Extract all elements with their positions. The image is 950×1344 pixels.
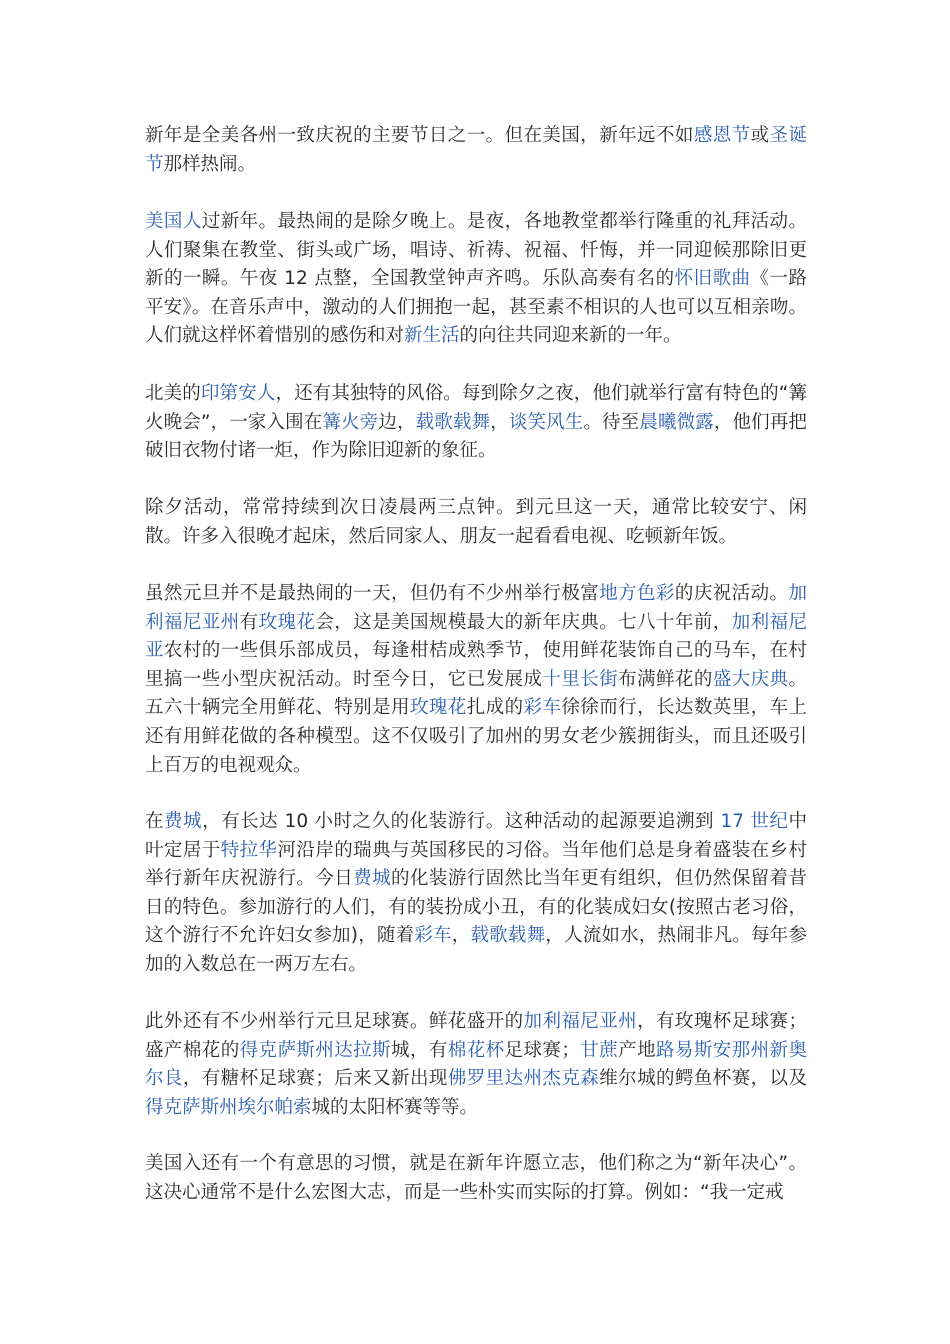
body-text: 北美的 bbox=[145, 383, 201, 404]
paragraph-7 bbox=[145, 1008, 807, 1122]
inline-link[interactable]: 加利福尼亚州 bbox=[145, 583, 807, 633]
body-text: 的庆祝活动。 bbox=[674, 583, 789, 604]
body-text: 新年是全美各州一致庆祝的主要节日之一。但在美国，新年远不如 bbox=[145, 125, 694, 146]
body-text: 此外还有不少州举行元旦足球赛。鲜花盛开的 bbox=[145, 1011, 524, 1032]
body-text: 的化装游行固然比当年更有组织，但仍然保留着昔日的特色。参加游行的人们，有的装扮成小丑，有的化装成妇女(按照古老习俗，这个游行不允许妇女参加)，随着 bbox=[145, 868, 807, 947]
body-text: 虽然元旦并不是最热闹的一天，但仍有不少州举行极富 bbox=[145, 583, 600, 604]
paragraph-3 bbox=[145, 380, 807, 466]
body-text: 边， bbox=[378, 411, 416, 433]
inline-link[interactable]: 圣诞节 bbox=[145, 125, 807, 175]
body-text: ，还有其独特的风俗。每到除夕之夜，他们就举行富有特色的“篝火晚会”，一家入围在 bbox=[145, 383, 807, 433]
body-text: 在 bbox=[145, 811, 165, 832]
inline-link[interactable]: 佛罗里达州杰克森 bbox=[447, 1068, 600, 1090]
body-text: 农村的一些俱乐部成员，每逢柑桔成熟季节，使用鲜花装饰自己的马车，在村里搞一些小型庆祝活动。时至今日，它已发展成 bbox=[145, 640, 807, 690]
inline-link[interactable]: 玫瑰花 bbox=[258, 611, 316, 633]
body-text: 城，有 bbox=[391, 1039, 448, 1061]
inline-link[interactable]: 感恩节 bbox=[693, 125, 751, 146]
inline-link[interactable]: 篝火旁 bbox=[322, 411, 379, 433]
body-text: 。待至 bbox=[583, 411, 640, 433]
body-text: 《一路平安》。在音乐声中，激动的人们拥抱一起，甚至素不相识的人也可以互相亲吻。人们就这样怀着惜别的感伤和对 bbox=[145, 268, 807, 347]
body-text: 城的太阳杯赛等等。 bbox=[311, 1096, 479, 1118]
inline-link[interactable]: 路易斯安那州新奥尔良 bbox=[145, 1039, 807, 1090]
inline-link[interactable]: 得克萨斯州达拉斯 bbox=[239, 1039, 392, 1061]
inline-link[interactable]: 新生活 bbox=[404, 325, 460, 347]
paragraph-5 bbox=[145, 580, 807, 780]
paragraph-4 bbox=[145, 494, 807, 551]
body-text: 那样热闹。 bbox=[163, 153, 257, 175]
inline-link[interactable]: 得克萨斯州埃尔帕索 bbox=[145, 1096, 312, 1118]
body-text: 除夕活动，常常持续到次日凌晨两三点钟。到元旦这一天，通常比较安宁、闲散。许多入很晚才起床，然后同家人、朋友一起看看电视、吃顿新年饭。 bbox=[145, 497, 807, 547]
body-text: 扎成的 bbox=[466, 697, 524, 719]
body-text: 有 bbox=[239, 611, 259, 633]
body-text: ，人流如水，热闹非凡。每年参加的入数总在一两万左右。 bbox=[145, 925, 807, 975]
inline-link[interactable]: 晨曦微露 bbox=[639, 411, 714, 433]
body-text: 足球赛； bbox=[504, 1039, 580, 1061]
body-text: ，有长达 10 小时之久的化装游行。这种活动的起源要追溯到 bbox=[202, 811, 721, 832]
paragraph-6 bbox=[145, 808, 807, 980]
inline-link[interactable]: 印第安人 bbox=[200, 383, 276, 404]
inline-link[interactable]: 加利福尼亚州 bbox=[523, 1011, 638, 1032]
body-text: 徐徐而行，长达数英里，车上还有用鲜花做的各种模型。这不仅吸引了加州的男女老少簇拥街头，而且还吸引上百万的电视观众。 bbox=[145, 697, 807, 776]
inline-link[interactable]: 加利福尼亚 bbox=[145, 611, 807, 662]
body-text: 维尔城的鳄鱼杯赛，以及 bbox=[599, 1068, 807, 1090]
body-text: 。五六十辆完全用鲜花、特别是用 bbox=[145, 668, 807, 719]
body-text: ， bbox=[490, 411, 509, 433]
paragraph-2 bbox=[145, 208, 807, 351]
inline-link[interactable]: 费城 bbox=[353, 868, 392, 890]
body-text: 产地 bbox=[618, 1039, 656, 1061]
body-text: 的向往共同迎来新的一年。 bbox=[459, 325, 682, 347]
inline-link[interactable]: 玫瑰花 bbox=[409, 697, 467, 719]
body-text: ，有糖杯足球赛；后来又新出现 bbox=[182, 1068, 448, 1090]
inline-link[interactable]: 美国人 bbox=[145, 211, 202, 232]
inline-link[interactable]: 甘蔗 bbox=[579, 1039, 619, 1061]
paragraph-1 bbox=[145, 122, 807, 179]
body-text: 布满鲜花的 bbox=[618, 668, 713, 690]
body-text: 或 bbox=[750, 125, 770, 146]
inline-link[interactable]: 载歌载舞 bbox=[470, 925, 546, 947]
inline-link[interactable]: 载歌载舞 bbox=[415, 411, 491, 433]
paragraph-8 bbox=[145, 1150, 807, 1207]
inline-link[interactable]: 棉花杯 bbox=[447, 1039, 505, 1061]
inline-link[interactable]: 谈笑风生 bbox=[508, 411, 584, 433]
body-text: 过新年。最热闹的是除夕晚上。是夜，各地教堂都举行隆重的礼拜活动。人们聚集在教堂、街头或广场，唱诗、祈祷、祝福、忏悔，并一同迎候那除旧更新的一瞬。午夜 12 点整，全国教堂钟声齐鸣。乐队高奏有名的 bbox=[145, 211, 807, 290]
inline-link[interactable]: 彩车 bbox=[414, 925, 452, 947]
body-text: ，有玫瑰杯足球赛；盛产棉花的 bbox=[145, 1011, 807, 1061]
inline-link[interactable]: 特拉华 bbox=[220, 839, 278, 861]
inline-link[interactable]: 怀旧歌曲 bbox=[674, 268, 751, 290]
body-text: 中叶定居于 bbox=[145, 811, 807, 861]
body-text: ，他们再把破旧衣物付诸一炬，作为除旧迎新的象征。 bbox=[145, 411, 807, 462]
inline-link[interactable]: 盛大庆典 bbox=[712, 668, 789, 690]
inline-link[interactable]: 地方色彩 bbox=[599, 583, 675, 604]
body-text: 美国入还有一个有意思的习惯，就是在新年许愿立志，他们称之为“新年决心”。这决心通常不是什么宏图大志，而是一些朴实而实际的打算。例如：“我一定戒 bbox=[145, 1153, 807, 1203]
inline-link[interactable]: 费城 bbox=[164, 811, 203, 832]
body-text: ， bbox=[451, 925, 471, 947]
body-text: 会，这是美国规模最大的新年庆典。七八十年前， bbox=[315, 611, 732, 633]
inline-link[interactable]: 十里长街 bbox=[542, 668, 619, 690]
inline-link[interactable]: 17 世纪 bbox=[720, 811, 789, 832]
body-text: 河沿岸的瑞典与英国移民的习俗。当年他们总是身着盛装在乡村举行新年庆祝游行。今日 bbox=[145, 839, 807, 890]
inline-link[interactable]: 彩车 bbox=[523, 697, 562, 719]
